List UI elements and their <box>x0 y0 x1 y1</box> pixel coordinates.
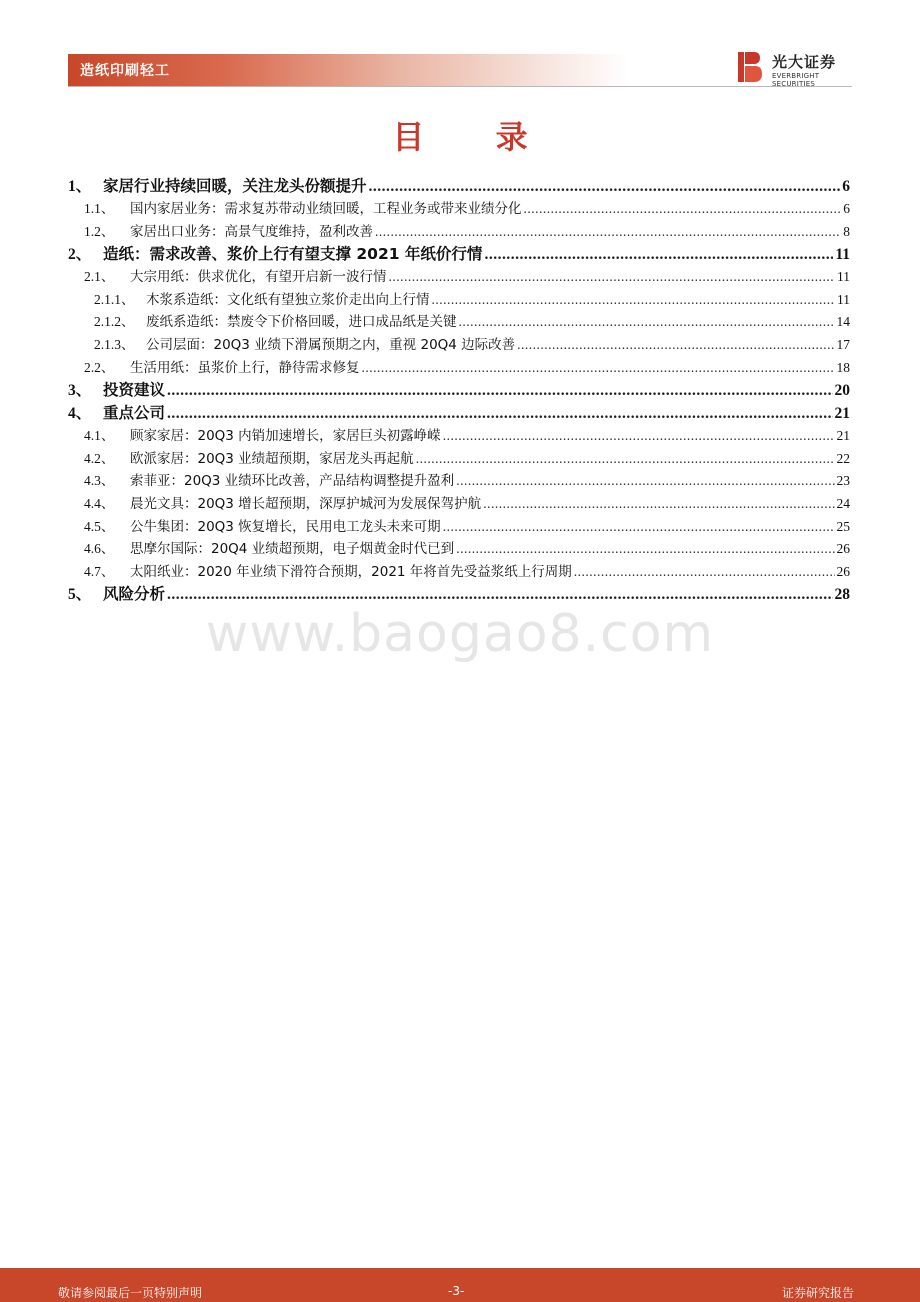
toc-leader-dots <box>432 292 836 308</box>
toc-entry-page: 28 <box>834 586 850 604</box>
toc-entry[interactable] <box>68 537 850 560</box>
toc-leader-dots <box>484 246 833 264</box>
toc-entry[interactable] <box>68 242 850 265</box>
toc-entry-label: 生活用纸：虽浆价上行，静待需求修复 <box>130 359 360 376</box>
toc-entry-number: 2.1、 <box>84 269 115 285</box>
toc-entry-label: 晨光文具：20Q3 增长超预期，深厚护城河为发展保驾护航 <box>130 495 482 512</box>
toc-entry[interactable] <box>68 515 850 538</box>
toc-entry-label: 太阳纸业：2020 年业绩下滑符合预期，2021 年将首先受益浆纸上行周期 <box>130 563 572 580</box>
logo-chinese-name: 光大证券 <box>772 53 837 71</box>
toc-entry-label: 木浆系造纸：文化纸有望独立浆价走出向上行情 <box>146 291 430 308</box>
toc-entry-page: 25 <box>836 518 850 534</box>
toc-entry[interactable] <box>68 310 850 333</box>
toc-entry-number: 3、 <box>68 382 92 400</box>
toc-entry-number: 4.6、 <box>84 541 115 557</box>
toc-leader-dots <box>167 405 832 423</box>
watermark: www.baogao8.com <box>205 604 715 664</box>
logo-english-name: EVERBRIGHT SECURITIES <box>772 72 820 88</box>
toc-leader-dots <box>375 224 841 240</box>
toc-entry-label: 造纸：需求改善、浆价上行有望支撑 2021 年纸价行情 <box>103 245 483 264</box>
toc-entry-label: 家居出口业务：高景气度维持，盈利改善 <box>130 223 373 240</box>
toc-entry[interactable] <box>68 174 850 197</box>
toc-entry-page: 14 <box>836 314 850 330</box>
toc-entry-page: 11 <box>835 246 850 264</box>
toc-entry[interactable] <box>68 333 850 356</box>
everbright-logo-icon <box>736 50 764 84</box>
toc-entry-page: 18 <box>836 359 850 375</box>
toc-entry-label: 思摩尔国际：20Q4 业绩超预期，电子烟黄金时代已到 <box>130 541 455 558</box>
toc-leader-dots <box>416 451 835 467</box>
toc-leader-dots <box>369 178 841 196</box>
toc-entry-label: 家居行业持续回暖，关注龙头份额提升 <box>103 177 367 195</box>
toc-entry-number: 4.5、 <box>84 518 115 534</box>
toc-entry[interactable] <box>68 424 850 447</box>
page-number: -3- <box>448 1284 465 1298</box>
toc-entry-number: 4.1、 <box>84 428 115 444</box>
toc-entry[interactable] <box>68 220 850 243</box>
toc-entry-number: 4.3、 <box>84 473 115 489</box>
toc-entry-label: 公司层面：20Q3 业绩下滑属预期之内，重视 20Q4 边际改善 <box>146 336 516 353</box>
toc-entry-number: 4.4、 <box>84 495 115 511</box>
header-section-title: 造纸印刷轻工 <box>80 63 170 79</box>
toc-entry-page: 17 <box>836 336 850 352</box>
toc-entry-label: 公牛集团：20Q3 恢复增长，民用电工龙头未来可期 <box>130 518 441 535</box>
toc-entry-page: 26 <box>836 563 850 579</box>
toc-entry-label: 索菲亚：20Q3 业绩环比改善，产品结构调整提升盈利 <box>130 473 455 490</box>
toc-entry-number: 4.7、 <box>84 563 115 579</box>
toc-entry-label: 欧派家居：20Q3 业绩超预期，家居龙头再起航 <box>130 450 414 467</box>
toc-entry-number: 4.2、 <box>84 450 115 466</box>
toc-entry[interactable] <box>68 401 850 424</box>
toc-entry[interactable] <box>68 288 850 311</box>
toc-leader-dots <box>517 337 834 353</box>
toc-entry-number: 1、 <box>68 178 92 195</box>
toc-entry-label: 废纸系造纸：禁废令下价格回暖，进口成品纸是关键 <box>146 314 457 331</box>
toc-entry-page: 22 <box>836 450 850 466</box>
toc-leader-dots <box>167 586 832 604</box>
toc-entry-label: 风险分析 <box>103 585 166 604</box>
toc-entry-label: 大宗用纸：供求优化，有望开启新一波行情 <box>130 269 387 286</box>
toc-entry-page: 23 <box>836 473 850 489</box>
toc-leader-dots <box>574 564 835 580</box>
toc-entry-label: 投资建议 <box>103 381 166 400</box>
toc-leader-dots <box>167 382 832 400</box>
company-logo <box>736 50 856 86</box>
footer-report-type: 证券研究报告 <box>782 1286 855 1300</box>
toc-entry[interactable] <box>68 447 850 470</box>
toc-entry-page: 21 <box>836 428 850 444</box>
toc-entry-page: 6 <box>842 178 850 195</box>
toc-entry-label: 重点公司 <box>103 404 166 423</box>
toc-entry-number: 5、 <box>68 586 92 604</box>
toc-entry-page: 11 <box>837 291 850 307</box>
toc-entry-number: 2.1.1、 <box>94 291 135 307</box>
page-title: 目 录 <box>392 118 558 156</box>
toc-entry-number: 4、 <box>68 405 92 423</box>
toc-entry[interactable] <box>68 469 850 492</box>
toc-entry-label: 顾家家居：20Q3 内销加速增长，家居巨头初露峥嵘 <box>130 428 441 445</box>
toc-entry-page: 6 <box>843 201 850 216</box>
table-of-contents <box>68 174 850 605</box>
toc-leader-dots <box>443 519 835 535</box>
toc-leader-dots <box>459 314 835 330</box>
toc-leader-dots <box>456 541 834 557</box>
toc-entry[interactable] <box>68 492 850 515</box>
toc-entry-page: 20 <box>834 382 850 400</box>
toc-entry[interactable] <box>68 197 850 220</box>
toc-entry-page: 21 <box>834 405 850 423</box>
toc-entry-page: 26 <box>836 541 850 557</box>
footer-disclaimer: 敬请参阅最后一页特别声明 <box>58 1286 203 1300</box>
toc-entry-page: 24 <box>836 495 850 511</box>
toc-entry[interactable] <box>68 265 850 288</box>
toc-entry-page: 11 <box>837 269 850 285</box>
toc-entry-number: 2、 <box>68 246 92 264</box>
toc-entry-number: 1.1、 <box>84 201 115 216</box>
toc-leader-dots <box>362 360 835 376</box>
toc-entry-number: 1.2、 <box>84 223 115 239</box>
toc-entry[interactable] <box>68 560 850 583</box>
toc-leader-dots <box>483 496 834 512</box>
toc-entry[interactable] <box>68 356 850 379</box>
toc-leader-dots <box>389 269 836 285</box>
toc-entry[interactable] <box>68 582 850 605</box>
toc-entry-label: 国内家居业务：需求复苏带动业绩回暖，工程业务或带来业绩分化 <box>130 201 522 217</box>
toc-entry-number: 2.1.3、 <box>94 336 135 352</box>
toc-leader-dots <box>456 473 834 489</box>
header-divider <box>68 86 852 87</box>
toc-entry[interactable] <box>68 378 850 401</box>
toc-entry-number: 2.2、 <box>84 359 115 375</box>
toc-entry-page: 8 <box>843 223 850 239</box>
toc-leader-dots <box>443 428 835 444</box>
toc-entry-number: 2.1.2、 <box>94 314 135 330</box>
toc-leader-dots <box>524 201 842 217</box>
